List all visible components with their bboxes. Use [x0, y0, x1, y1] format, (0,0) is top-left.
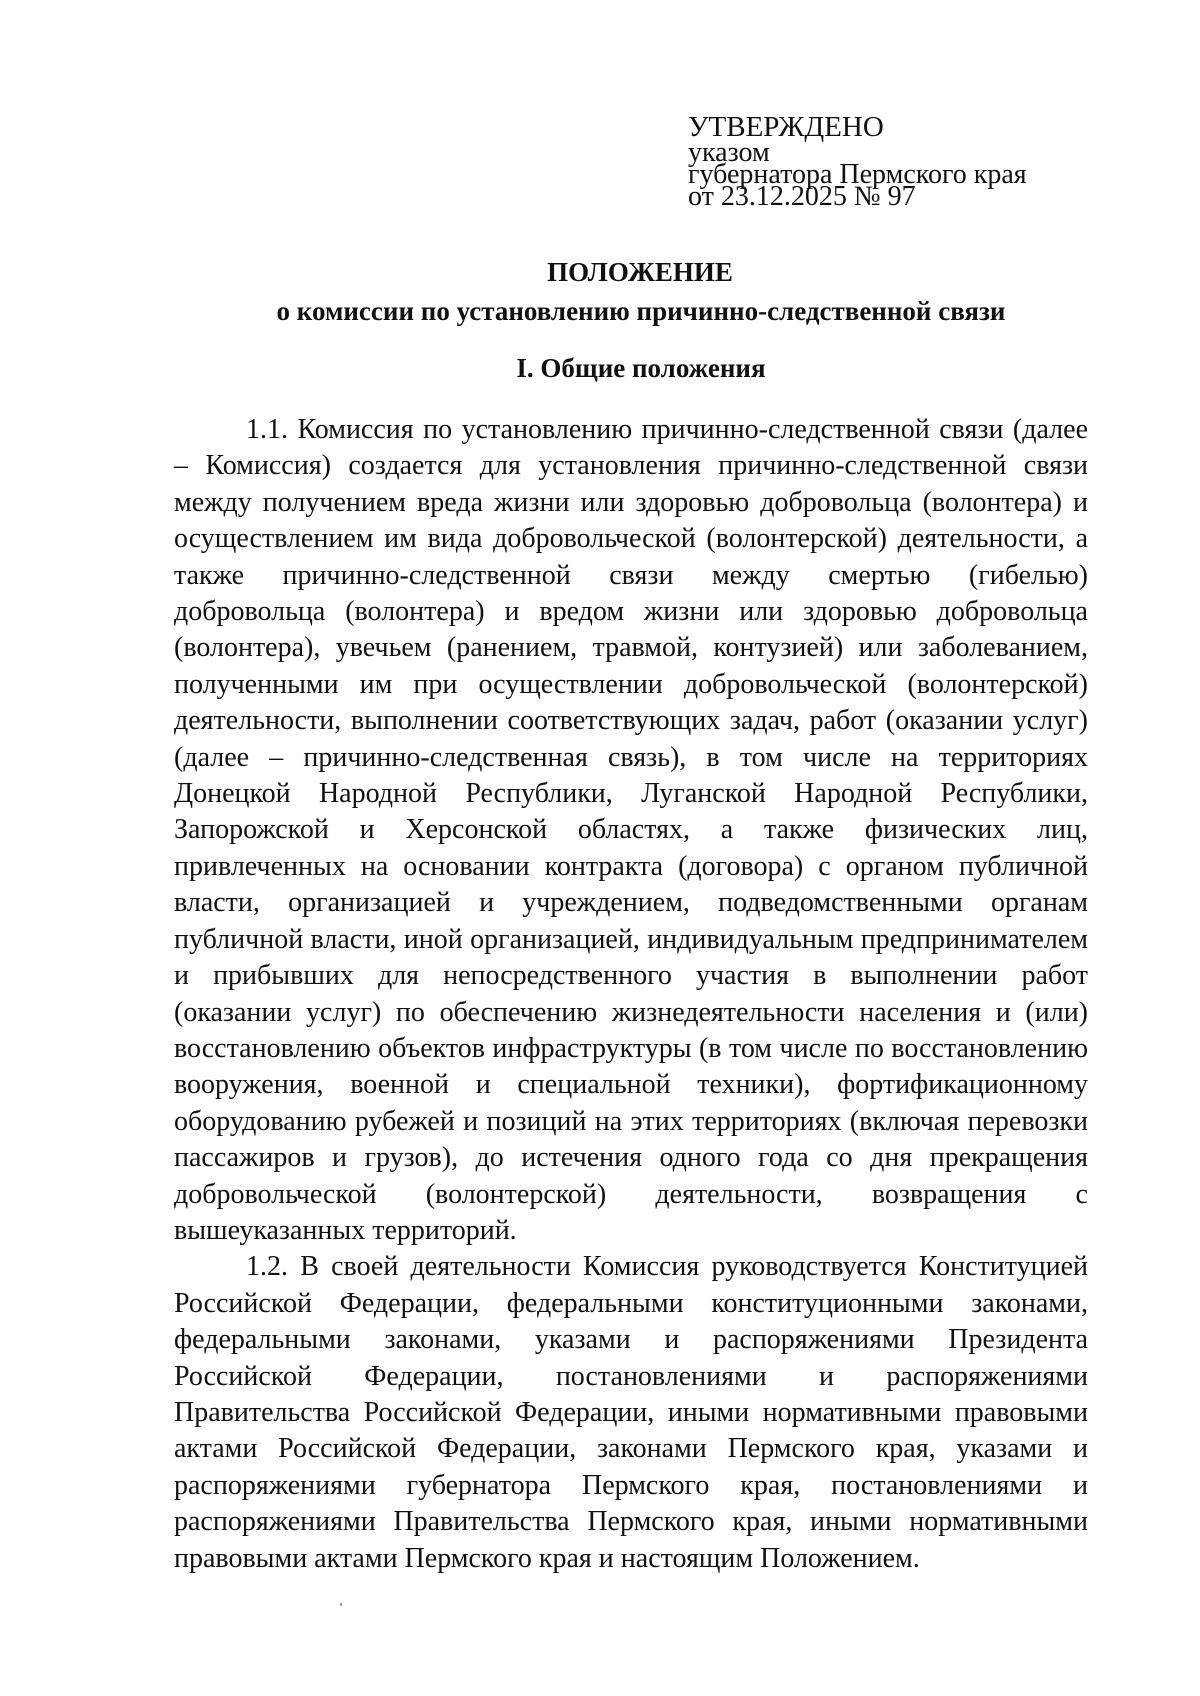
- approval-line-date-number: от 23.12.2025 № 97: [688, 181, 916, 212]
- approval-stamp: [688, 111, 1108, 212]
- approval-line-decree: указом: [688, 137, 770, 168]
- paragraph-1-2: 1.2. В своей деятельности Комиссия руководствуется Конституцией Российской Федерации, федеральными конституционными законами, федеральными законами, указами и распоряжениями Президента Российской Федерации, постановлениями и распоряжениями Правительства Российской Федерации, иными нормативными правовыми актами Российской Федерации, законами Пермского края, указами и распоряжениями губернатора Пермского края, постановлениями и распоряжениями Правительства Пермского края, иными нормативными правовыми актами Пермского края и настоящим Положением.: [174, 1251, 1088, 1574]
- document-title: ПОЛОЖЕНИЕ: [547, 257, 733, 287]
- document-body: [174, 412, 1088, 1577]
- paragraph-1-1: 1.1. Комиссия по установлению причинно-следственной связи (далее – Комиссия) создается для установления причинно-следственной связи между получением вреда жизни или здоровью добровольца (волонтера) и осуществлением им вида добровольческой (волонтерской) деятельности, а также причинно-следственной связи между смертью (гибелью) добровольца (волонтера) и вредом жизни или здоровью добровольца (волонтера), увечьем (ранением, травмой, контузией) или заболеванием, полученными им при осуществлении добровольческой (волонтерской) деятельности, выполнении соответствующих задач, работ (оказании услуг) (далее – причинно-следственная связь), в том числе на территориях Донецкой Народной Республики, Луганской Народной Республики, Запорожской и Херсонской областях, а также физических лиц, привлеченных на основании контракта (договора) с органом публичной власти, организацией и учреждением, подведомственными органам публичной власти, иной организацией, индивидуальным предпринимателем и прибывших для непосредственного участия в выполнении работ (оказании услуг) по обеспечению жизнедеятельности населения и (или) восстановлению объектов инфраструктуры (в том числе по восстановлению вооружения, военной и специальной техники), фортификационному оборудованию рубежей и позиций на этих территориях (включая перевозки пассажиров и грузов), до истечения одного года со дня прекращения добровольческой (волонтерской) деятельности, возвращения с вышеуказанных территорий.: [174, 414, 1088, 1246]
- document-subtitle: о комиссии по установлению причинно-следственной связи: [276, 296, 1006, 326]
- approval-line-governor: губернатора Пермского края: [688, 159, 1027, 190]
- section-heading: I. Общие положения: [516, 353, 766, 383]
- approval-title: УТВЕРЖДЕНО: [688, 111, 884, 143]
- scan-speck: [340, 1603, 342, 1606]
